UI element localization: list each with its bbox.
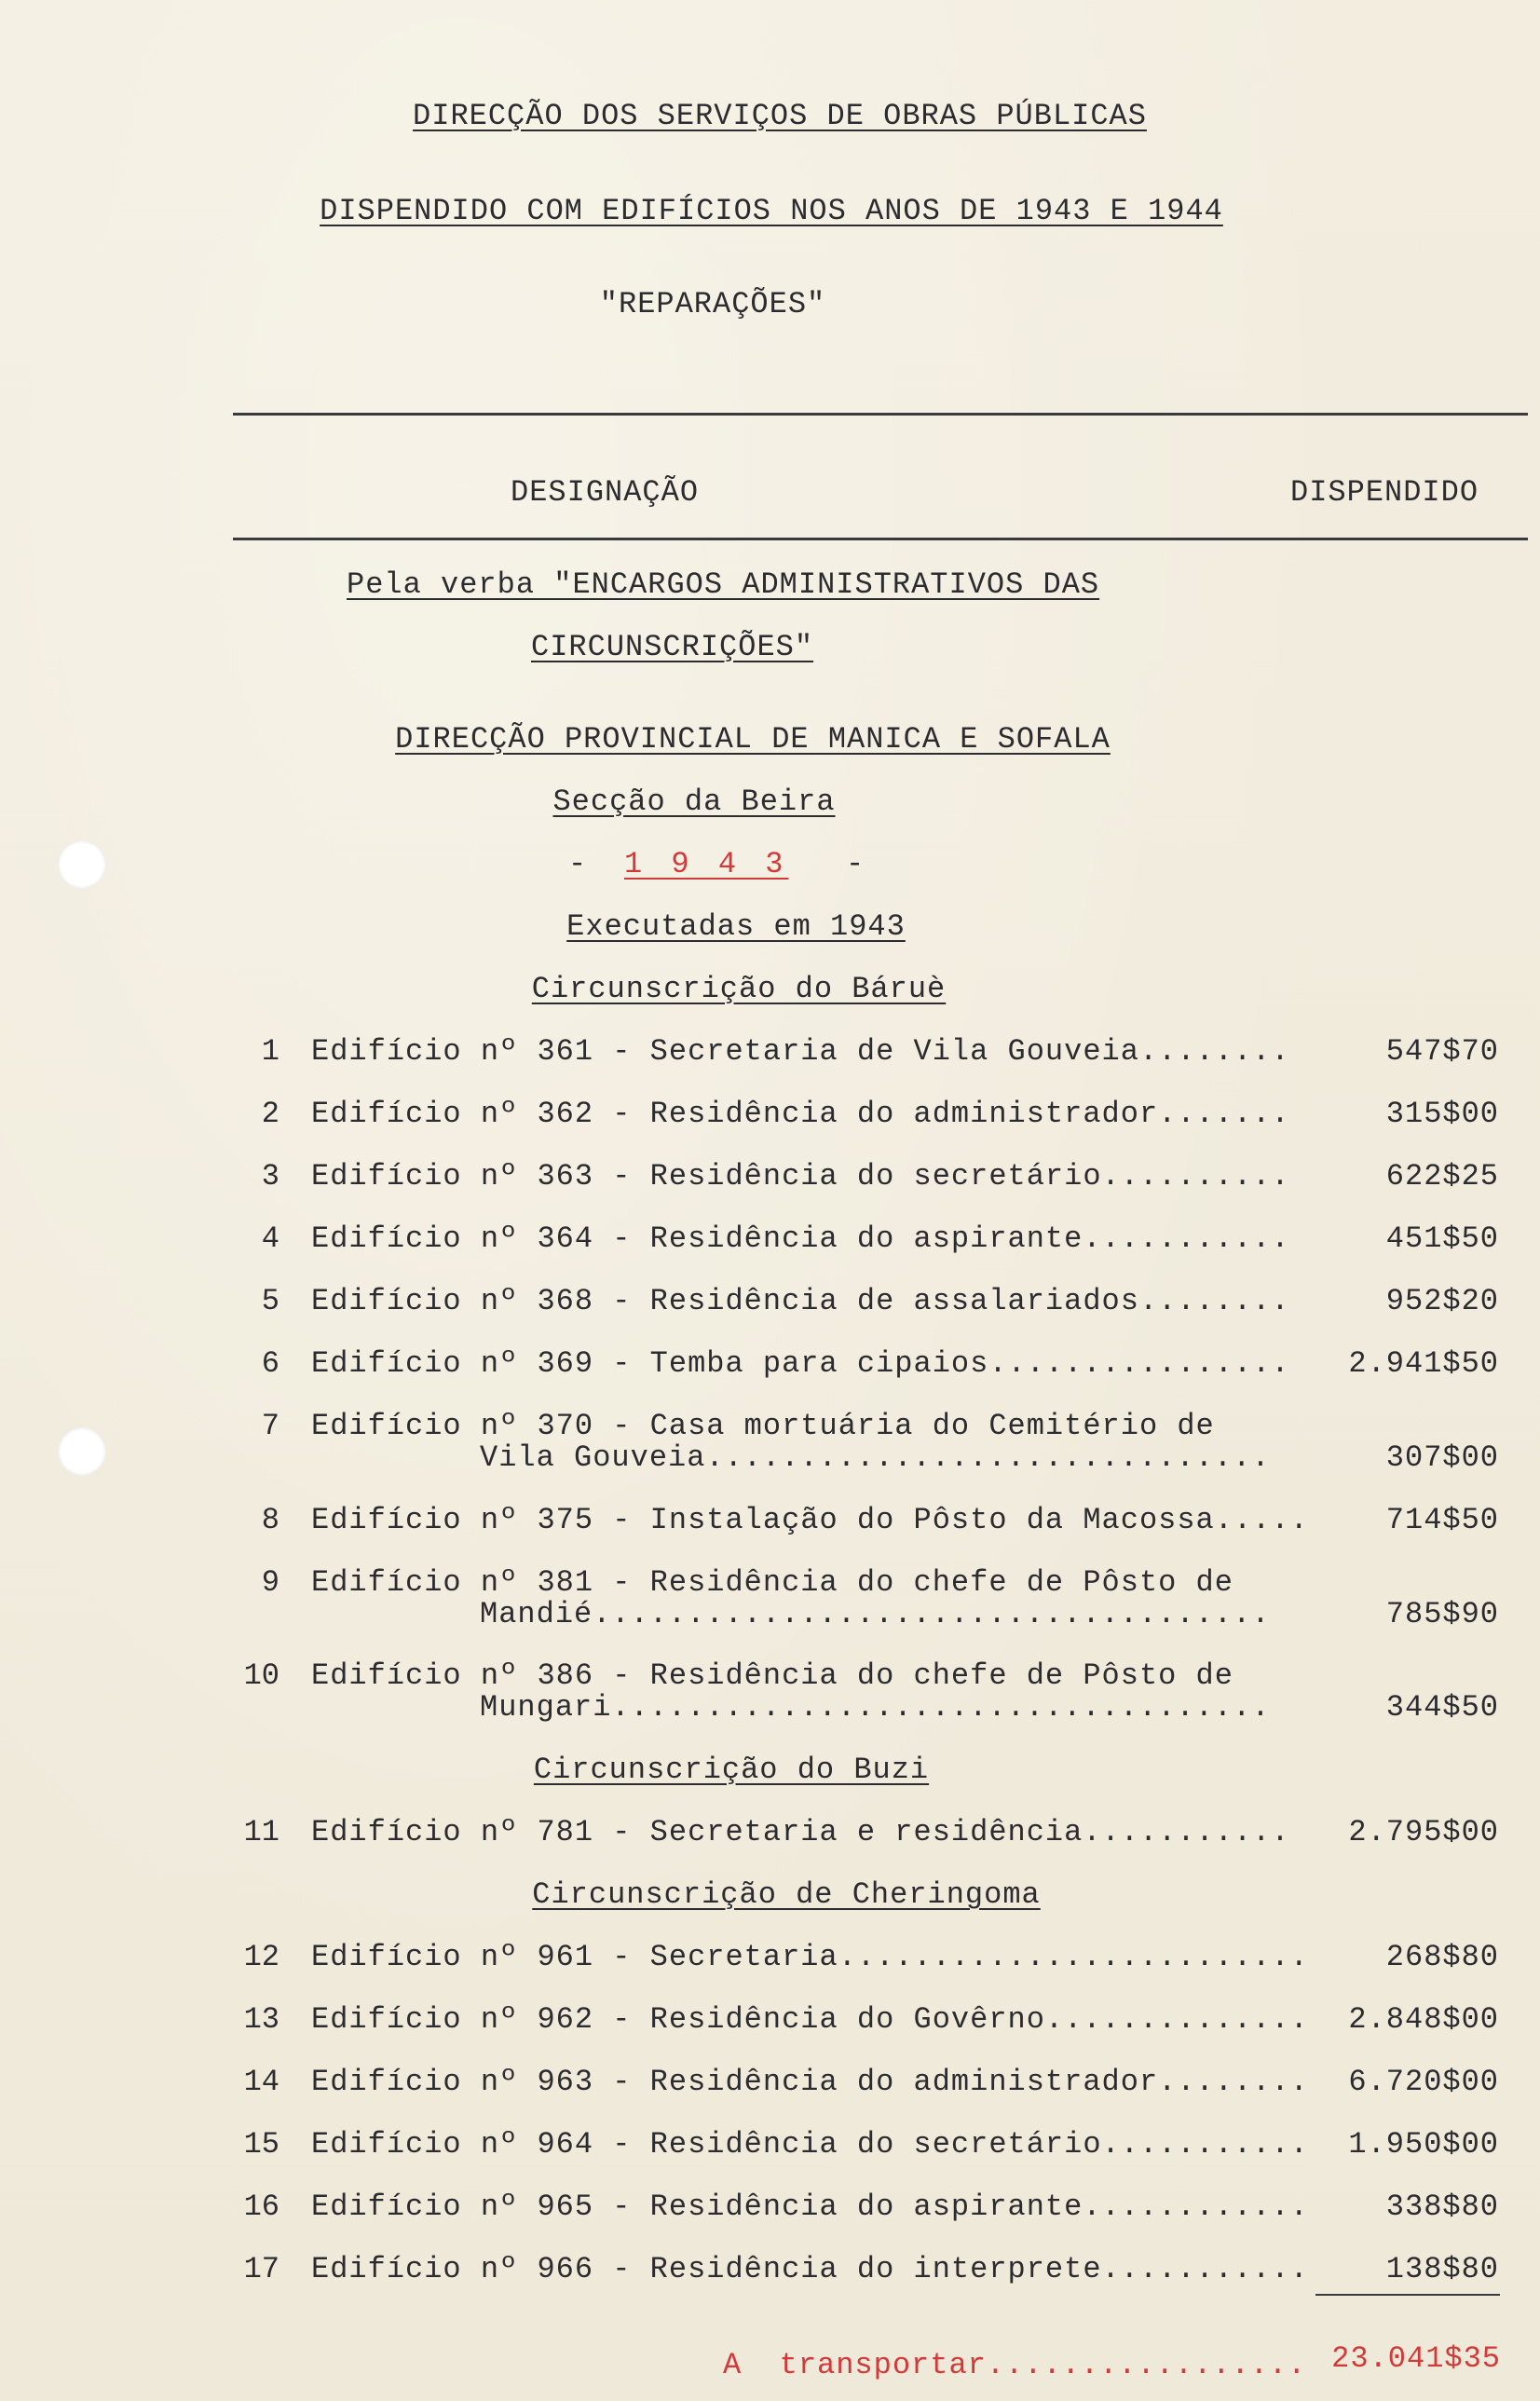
executed-title: Executadas em 1943 <box>566 909 906 944</box>
row-description: Edifício nº 361 - Secretaria de Vila Gouveia........ <box>311 1034 1290 1069</box>
section-title: Secção da Beira <box>552 784 836 819</box>
year-label: 1 9 4 3 <box>624 847 789 881</box>
row-amount: 268$80 <box>1385 1940 1499 1974</box>
row-description: Edifício nº 962 - Residência do Govêrno.............. <box>311 2002 1309 2037</box>
row-number: 16 <box>243 2190 279 2224</box>
row-number: 6 <box>261 1346 279 1381</box>
row-description-continued: Mandié.................................... <box>480 1597 1271 1631</box>
row-amount: 338$80 <box>1385 2190 1499 2224</box>
row-description: Edifício nº 362 - Residência do administrador....... <box>311 1097 1290 1131</box>
row-amount: 6.720$00 <box>1348 2065 1499 2099</box>
row-description-continued: Mungari................................... <box>480 1690 1271 1725</box>
columns-rule <box>233 538 1528 540</box>
row-description: Edifício nº 963 - Residência do administrador........ <box>311 2065 1309 2099</box>
row-number: 2 <box>261 1097 279 1131</box>
row-amount: 344$50 <box>1385 1690 1499 1725</box>
punch-hole-bottom <box>58 1427 106 1476</box>
budget-line-1: Pela verba "ENCARGOS ADMINISTRATIVOS DAS <box>347 567 1100 602</box>
row-amount: 714$50 <box>1385 1503 1499 1537</box>
punch-hole-top <box>58 840 106 889</box>
row-number: 10 <box>243 1658 279 1693</box>
row-description: Edifício nº 961 - Secretaria......................... <box>311 1940 1309 1974</box>
row-number: 3 <box>261 1159 279 1194</box>
row-number: 17 <box>243 2252 279 2286</box>
group-title: Circunscrição de Cheringoma <box>532 1877 1041 1912</box>
header-title: DIRECÇÃO DOS SERVIÇOS DE OBRAS PÚBLICAS <box>413 99 1147 133</box>
row-description: Edifício nº 368 - Residência de assalariados........ <box>311 1284 1290 1318</box>
group-title: Circunscrição do Báruè <box>531 972 947 1006</box>
row-number: 11 <box>243 1815 279 1849</box>
row-number: 5 <box>261 1284 279 1318</box>
row-amount: 307$00 <box>1385 1440 1499 1475</box>
row-description: Edifício nº 964 - Residência do secretário........... <box>311 2127 1309 2162</box>
column-spent: DISPENDIDO <box>1290 475 1479 510</box>
year-dash-right: - <box>846 847 865 881</box>
row-number: 4 <box>261 1221 279 1256</box>
header-subtitle: DISPENDIDO COM EDIFÍCIOS NOS ANOS DE 1943 E 1944 <box>320 194 1223 228</box>
header-repairs: "REPARAÇÕES" <box>599 287 826 321</box>
row-description: Edifício nº 965 - Residência do aspirante............ <box>311 2190 1309 2224</box>
row-amount: 547$70 <box>1385 1034 1499 1069</box>
row-number: 8 <box>261 1503 279 1537</box>
top-rule <box>233 413 1528 416</box>
group-title: Circunscrição do Buzi <box>533 1753 930 1787</box>
row-number: 13 <box>243 2002 279 2037</box>
carry-forward-total: 23.041$35 <box>1331 2341 1501 2376</box>
budget-line-2: CIRCUNSCRIÇÕES" <box>531 630 814 664</box>
row-description: Edifício nº 966 - Residência do interprete........... <box>311 2252 1309 2286</box>
row-number: 7 <box>261 1409 279 1443</box>
row-number: 9 <box>261 1565 279 1600</box>
carry-forward-label: A transportar................. <box>723 2348 1307 2382</box>
row-description: Edifício nº 781 - Secretaria e residência........... <box>311 1815 1290 1849</box>
row-description: Edifício nº 386 - Residência do chefe de Pôsto de <box>311 1658 1233 1693</box>
row-amount: 2.848$00 <box>1348 2002 1499 2037</box>
row-description: Edifício nº 370 - Casa mortuária do Cemitério de <box>311 1409 1215 1443</box>
total-rule <box>1315 2294 1500 2296</box>
row-number: 12 <box>243 1940 279 1974</box>
row-number: 15 <box>243 2127 279 2162</box>
row-number: 14 <box>243 2065 279 2099</box>
row-amount: 315$00 <box>1385 1097 1499 1131</box>
row-description: Edifício nº 369 - Temba para cipaios................ <box>311 1346 1290 1381</box>
row-description-continued: Vila Gouveia.............................. <box>480 1440 1271 1475</box>
row-description: Edifício nº 381 - Residência do chefe de Pôsto de <box>311 1565 1233 1600</box>
row-description: Edifício nº 363 - Residência do secretário.......... <box>311 1159 1290 1194</box>
directorate-title: DIRECÇÃO PROVINCIAL DE MANICA E SOFALA <box>395 722 1111 757</box>
column-designation: DESIGNAÇÃO <box>511 475 700 510</box>
row-amount: 785$90 <box>1385 1597 1499 1631</box>
row-amount: 451$50 <box>1385 1221 1499 1256</box>
row-description: Edifício nº 364 - Residência do aspirante........... <box>311 1221 1290 1256</box>
year-dash-left: - <box>568 847 588 881</box>
row-amount: 2.941$50 <box>1348 1346 1499 1381</box>
row-amount: 1.950$00 <box>1348 2127 1499 2162</box>
row-description: Edifício nº 375 - Instalação do Pôsto da Macossa..... <box>311 1503 1309 1537</box>
row-amount: 2.795$00 <box>1348 1815 1499 1849</box>
row-amount: 952$20 <box>1385 1284 1499 1318</box>
row-number: 1 <box>261 1034 279 1069</box>
row-amount: 622$25 <box>1385 1159 1499 1194</box>
row-amount: 138$80 <box>1385 2252 1499 2286</box>
